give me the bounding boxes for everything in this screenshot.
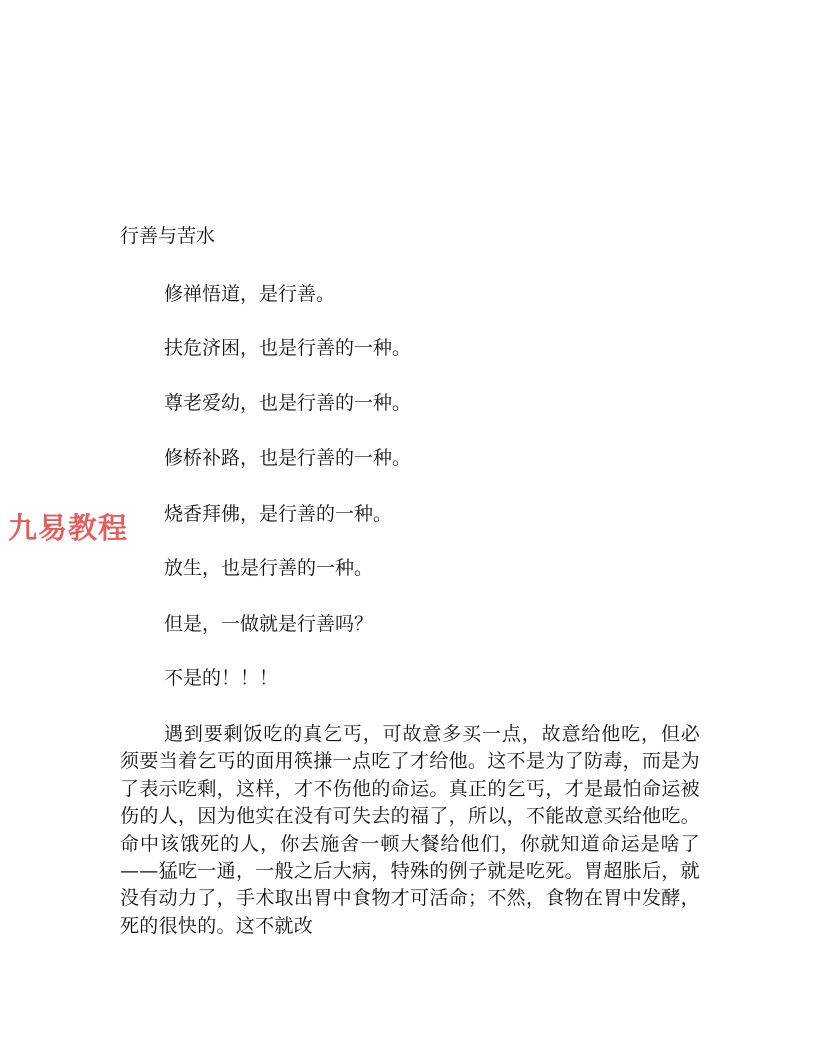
text-line-8: 不是的！！！ [164,667,279,689]
text-line-5: 烧香拜佛，是行善的一种。 [164,503,393,525]
text-line-7: 但是，一做就是行善吗？ [164,613,374,635]
watermark-logo: 九易教程 [8,511,129,545]
text-line-1: 修禅悟道，是行善。 [164,283,336,305]
text-line-6: 放生，也是行善的一种。 [164,557,374,579]
body-paragraph: 遇到要剩饭吃的真乞丐，可故意多买一点，故意给他吃，但必须要当着乞丐的面用筷搛一点吃了才给他。这不是为了防毒，而是为了表示吃剩，这样，才不伤他的命运。真正的乞丐，才是最怕命运被伤的人，因为他实在没有可失去的福了，所以，不能故意买给他吃。命中该饿死的人，你去施舍一顿大餐给他们，你就知道命运是啥了——猛吃一通，一般之后大病，特殊的例子就是吃死。胃超胀后，就没有动力了，手术取出胃中食物才可活命；不然，食物在胃中发酵，死的很快的。这不就改 [120,723,700,937]
text-line-4: 修桥补路，也是行善的一种。 [164,447,412,469]
text-line-3: 尊老爱幼，也是行善的一种。 [164,392,412,414]
document-title: 行善与苦水 [120,225,216,247]
text-line-2: 扶危济困，也是行善的一种。 [164,337,412,359]
